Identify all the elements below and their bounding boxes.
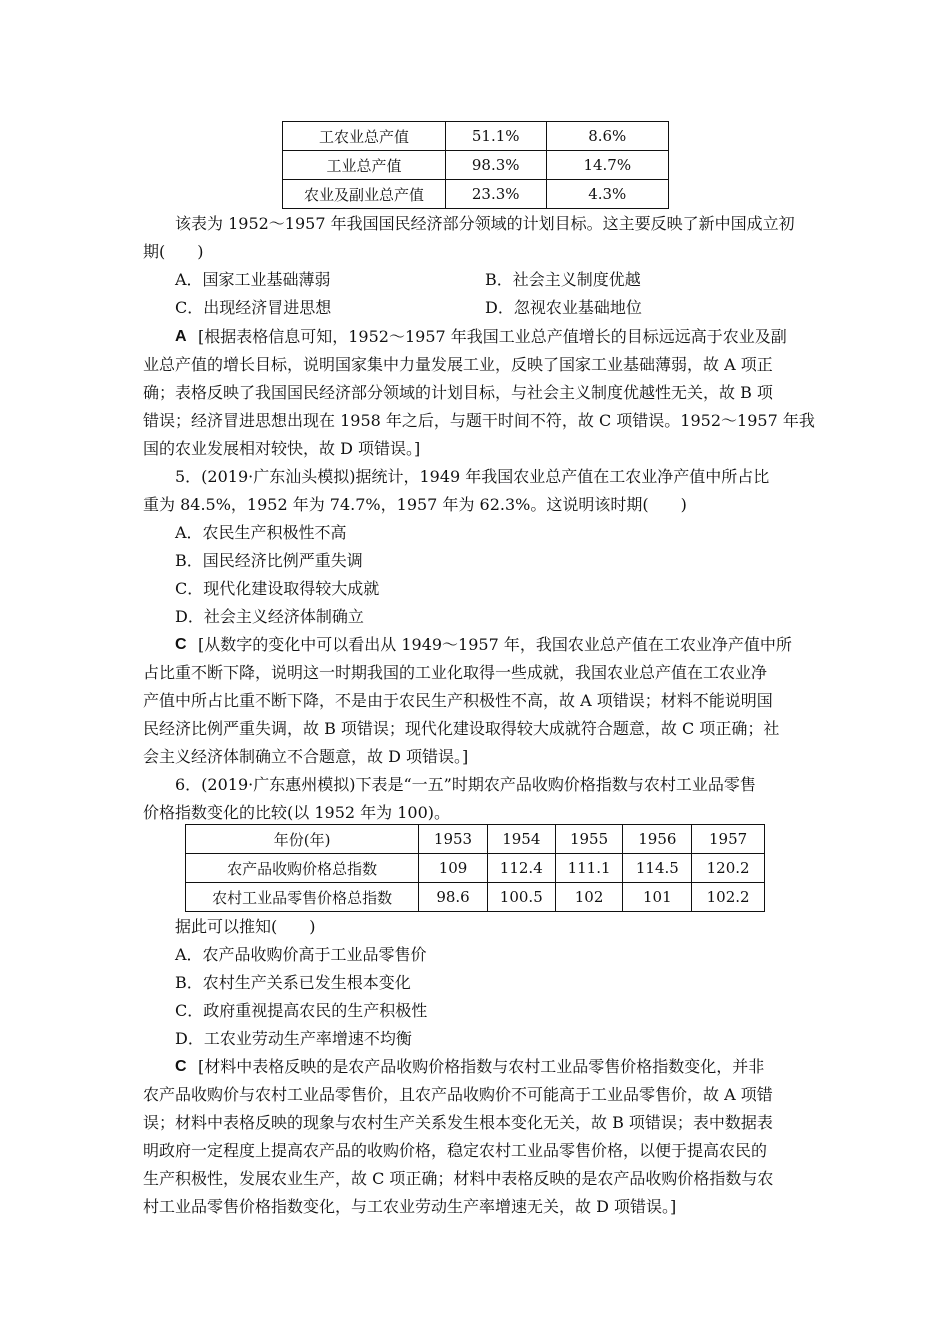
explanation-line: 村工业品零售价格指数变化，与工农业劳动生产率增速无关，故 D 项错误。] [143, 1197, 677, 1216]
explanation-line: 业总产值的增长目标，说明国家集中力量发展工业，反映了国家工业基础薄弱，故 A 项正 [143, 355, 773, 374]
explanation-line: [从数字的变化中可以看出从 1949～1957 年，我国农业总产值在工农业净产值中所 [198, 635, 792, 654]
table-cell: 4.3% [546, 180, 668, 209]
table-header-cell: 1957 [692, 825, 765, 854]
table-cell: 102 [555, 883, 623, 912]
table-cell: 农产品收购价格总指数 [186, 854, 419, 883]
table-row [283, 122, 669, 151]
table-cell: 8.6% [546, 122, 668, 151]
table-cell: 工业总产值 [283, 151, 446, 180]
option: C．现代化建设取得较大成就 [175, 579, 380, 598]
explanation-line: 错误；经济冒进思想出现在 1958 年之后，与题干时间不符，故 C 项错误。1952～1957 年我 [143, 411, 815, 430]
explanation-line: 占比重不断下降，说明这一时期我国的工业化取得一些成就，我国农业总产值在工农业净 [143, 663, 768, 682]
table-header-cell: 1956 [623, 825, 692, 854]
explanation-line: 明政府一定程度上提高农产品的收购价格，稳定农村工业品零售价格，以便于提高农民的 [143, 1141, 768, 1160]
option: B．社会主义制度优越 [485, 270, 641, 289]
table-cell: 111.1 [555, 854, 623, 883]
option: A．农产品收购价高于工业品零售价 [175, 945, 427, 964]
explanation-line: 民经济比例严重失调，故 B 项错误；现代化建设取得较大成就符合题意，故 C 项正确；社 [143, 719, 780, 738]
option: A．农民生产积极性不高 [175, 523, 347, 542]
answer-letter: C [175, 1058, 187, 1075]
explanation-line: 产值中所占比重不断下降，不是由于农民生产积极性不高，故 A 项错误；材料不能说明国 [143, 691, 773, 710]
plan-target-table [282, 121, 669, 209]
question-stem: 重为 84.5%，1952 年为 74.7%，1957 年为 62.3%。这说明该时期( ) [143, 495, 687, 514]
table-cell: 98.6 [419, 883, 488, 912]
table-cell: 101 [623, 883, 692, 912]
table-cell: 120.2 [692, 854, 765, 883]
explanation-line: 生产积极性，发展农业生产，故 C 项正确；材料中表格反映的是农产品收购价格指数与农 [143, 1169, 774, 1188]
explanation-line: 确；表格反映了我国国民经济部分领域的计划目标，与社会主义制度优越性无关，故 B 项 [143, 383, 773, 402]
table-row [186, 854, 765, 883]
option: B．农村生产关系已发生根本变化 [175, 973, 411, 992]
table-header-cell: 1955 [555, 825, 623, 854]
table-cell: 98.3% [445, 151, 546, 180]
explanation-line: 误；材料中表格反映的现象与农村生产关系发生根本变化无关，故 B 项错误；表中数据表 [143, 1113, 773, 1132]
table-header-cell: 1953 [419, 825, 488, 854]
answer-letter: C [175, 636, 187, 653]
option: A．国家工业基础薄弱 [175, 270, 331, 289]
table-cell: 农村工业品零售价格总指数 [186, 883, 419, 912]
table-cell: 114.5 [623, 854, 692, 883]
explanation-line: 会主义经济体制确立不合题意，故 D 项错误。] [143, 747, 469, 766]
table-row [186, 883, 765, 912]
table-cell: 工农业总产值 [283, 122, 446, 151]
table-cell: 51.1% [445, 122, 546, 151]
table-cell: 农业及副业总产值 [283, 180, 446, 209]
answer-letter: A [175, 328, 187, 345]
table-header-cell: 1954 [487, 825, 555, 854]
table-cell: 102.2 [692, 883, 765, 912]
table-row [283, 151, 669, 180]
option: D．工农业劳动生产率增速不均衡 [175, 1029, 412, 1048]
explanation-line: 农产品收购价与农村工业品零售价，且农产品收购价不可能高于工业品零售价，故 A 项错 [143, 1085, 773, 1104]
question-stem: 5．(2019·广东汕头模拟)据统计，1949 年我国农业总产值在工农业净产值中所占比 [175, 467, 770, 486]
question-stem: 价格指数变化的比较(以 1952 年为 100)。 [143, 803, 451, 822]
question-stem: 6．(2019·广东惠州模拟)下表是“一五”时期农产品收购价格指数与农村工业品零售 [175, 775, 756, 794]
table-cell: 23.3% [445, 180, 546, 209]
option: B．国民经济比例严重失调 [175, 551, 363, 570]
explanation-line: [材料中表格反映的是农产品收购价格指数与农村工业品零售价格指数变化，并非 [198, 1057, 765, 1076]
explanation-line: [根据表格信息可知，1952～1957 年我国工业总产值增长的目标远远高于农业及副 [198, 327, 787, 346]
question-stem: 期( ) [143, 242, 204, 261]
option: C．出现经济冒进思想 [175, 298, 332, 317]
table-header-cell: 年份(年) [186, 825, 419, 854]
table-cell: 112.4 [487, 854, 555, 883]
question-stem: 该表为 1952～1957 年我国国民经济部分领域的计划目标。这主要反映了新中国成立初 [175, 214, 795, 233]
option: C．政府重视提高农民的生产积极性 [175, 1001, 428, 1020]
table-cell: 109 [419, 854, 488, 883]
price-index-table [185, 824, 765, 912]
table-row [283, 180, 669, 209]
question-prompt: 据此可以推知( ) [175, 917, 316, 936]
explanation-line: 国的农业发展相对较快，故 D 项错误。] [143, 439, 421, 458]
option: D．社会主义经济体制确立 [175, 607, 364, 626]
table-cell: 100.5 [487, 883, 555, 912]
option: D．忽视农业基础地位 [485, 298, 642, 317]
table-cell: 14.7% [546, 151, 668, 180]
table-header-row [186, 825, 765, 854]
